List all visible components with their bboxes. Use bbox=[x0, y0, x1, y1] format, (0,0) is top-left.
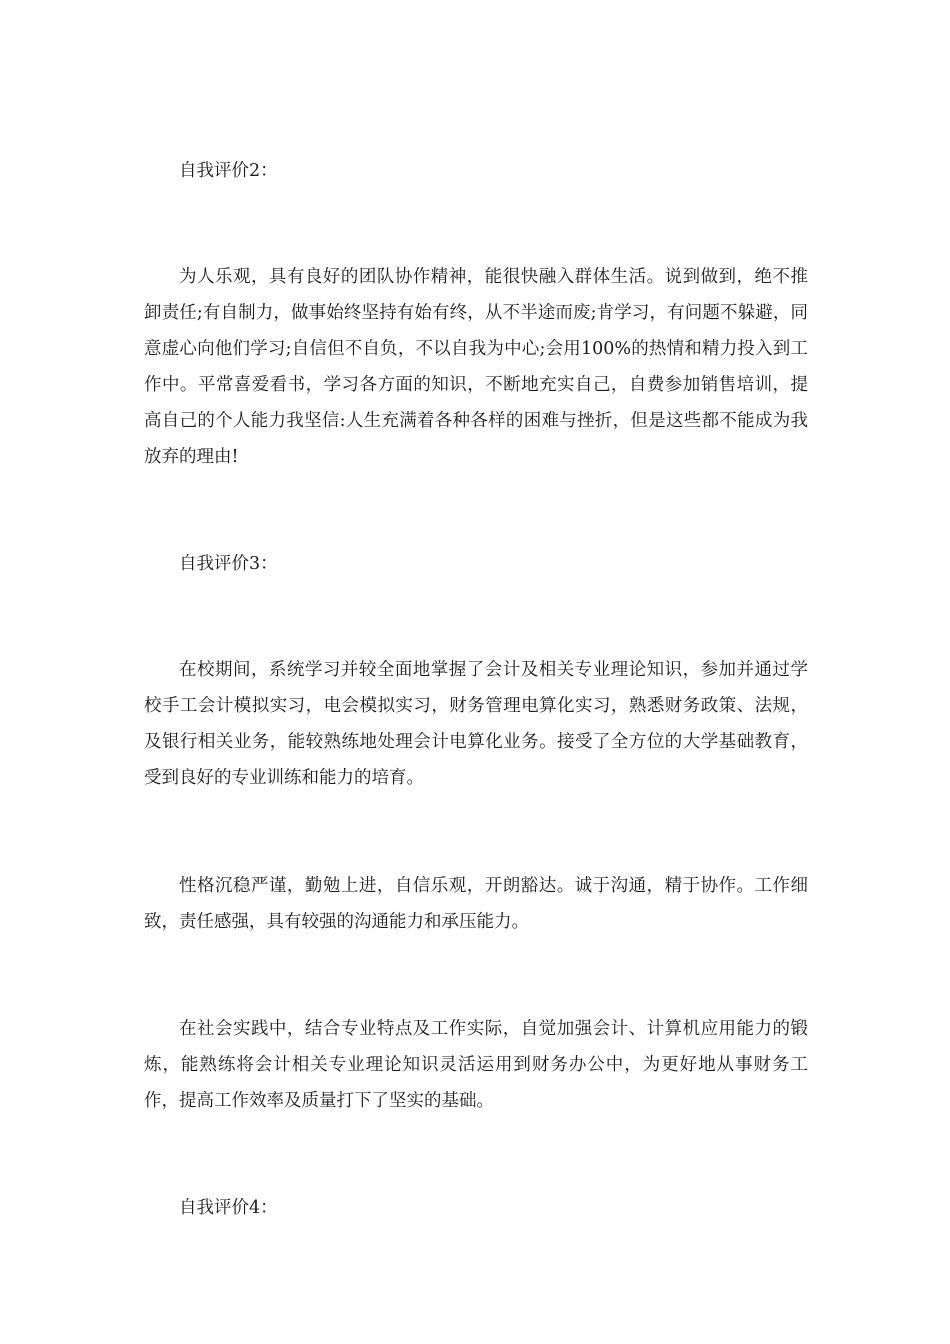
section-heading-3: 自我评价3： bbox=[179, 554, 278, 574]
section-heading-2: 自我评价2： bbox=[179, 161, 278, 181]
paragraph-character: 性格沉稳严谨，勤勉上进，自信乐观，开朗豁达。诚于沟通，精于协作。工作细致，责任感强，具有较强的沟通能力和承压能力。 bbox=[144, 876, 808, 932]
section-heading-4: 自我评价4： bbox=[179, 1198, 278, 1218]
paragraph-personality: 为人乐观，具有良好的团队协作精神，能很快融入群体生活。说到做到，绝不推卸责任;有自制力，做事始终坚持有始有终，从不半途而废;肯学习，有问题不躲避，同意虚心向他们学习;自信但不自负，不以自我为中心;会用100%的热情和精力投入到工作中。平常喜爱看书，学习各方面的知识，不断地充实自己，自费参加销售培训，提高自己的个人能力我坚信:人生充满着各种各样的困难与挫折，但是这些都不能成为我放弃的理由! bbox=[144, 267, 808, 467]
paragraph-practice: 在社会实践中，结合专业特点及工作实际，自觉加强会计、计算机应用能力的锻炼，能熟练将会计相关专业理论知识灵活运用到财务办公中，为更好地从事财务工作，提高工作效率及质量打下了坚实的基础。 bbox=[144, 1019, 808, 1111]
paragraph-education: 在校期间，系统学习并较全面地掌握了会计及相关专业理论知识，参加并通过学校手工会计模拟实习，电会模拟实习，财务管理电算化实习，熟悉财务政策、法规，及银行相关业务，能较熟练地处理会计电算化业务。接受了全方位的大学基础教育，受到良好的专业训练和能力的培育。 bbox=[144, 660, 808, 788]
